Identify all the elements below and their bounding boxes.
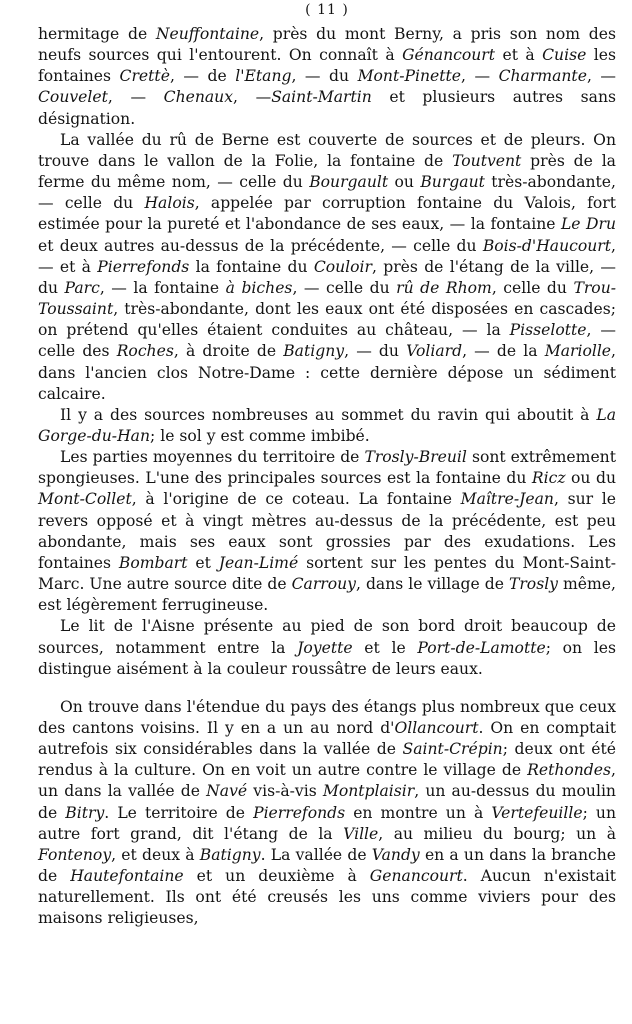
italic-text: La Gorge-du-Han — [38, 405, 616, 445]
text-run: la fontaine du — [189, 257, 314, 276]
italic-text: Le Dru — [560, 215, 616, 234]
italic-text: Saint-Martin — [271, 88, 372, 107]
text-run: Il y a des sources nombreuses au sommet du ravin qui aboutit à — [60, 405, 597, 424]
text-run: , — du — [291, 67, 358, 86]
text-run: et deux autres au-dessus de la précédente, — celle du — [38, 236, 483, 255]
italic-text: Genancourt — [369, 867, 463, 886]
italic-text: Vertefeuille — [491, 803, 583, 822]
text-run: , — du — [344, 342, 407, 361]
italic-text: rû de Rhom — [396, 278, 492, 297]
text-run: . Aucun n'existait naturellement. Ils ont été creusés les uns comme viviers pour des maisons religieuses, — [38, 867, 616, 928]
paragraph — [38, 697, 616, 930]
italic-text: à biches — [225, 278, 293, 297]
italic-text: Mariolle — [544, 342, 612, 361]
italic-text: Neuffontaine — [155, 25, 260, 43]
text-run: , au milieu du bourg; un à — [378, 824, 617, 843]
text-run: , près de l'étang de la ville, — du — [38, 257, 616, 297]
text-run: en montre un à — [345, 803, 492, 822]
italic-text: Jean-Limé — [218, 553, 299, 572]
italic-text: Bourgault — [309, 173, 389, 192]
italic-text: Bombart — [118, 553, 188, 572]
italic-text: Maître-Jean — [460, 490, 554, 509]
italic-text: Carrouy — [291, 575, 356, 594]
text-run: et le — [352, 638, 418, 657]
text-run: et un deuxième à — [183, 867, 370, 886]
text-run: Les parties moyennes du territoire de — [60, 448, 365, 467]
text-run: , sur le revers opposé et à vingt mètres au-dessus de la précédente, est peu abondante, mais ses eaux sont grossies par des exudations. Les fontaines — [38, 490, 616, 572]
italic-text: Trosly — [508, 575, 558, 594]
text-run: très-abondante, — celle du — [38, 173, 616, 213]
italic-text: Vandy — [371, 845, 420, 864]
text-run: , — — [461, 67, 499, 86]
italic-text: Montplaisir — [322, 782, 415, 801]
italic-text: Halois — [144, 194, 195, 213]
italic-text: Voliard — [406, 342, 463, 361]
text-run: et — [187, 553, 219, 572]
text-run: même, est légèrement ferrugineuse. — [38, 575, 616, 615]
text-run: sortent sur les pentes du Mont-Saint-Marc. Une autre source dite de — [38, 553, 616, 594]
text-run: ou — [388, 173, 421, 192]
italic-text: Pisselotte — [509, 321, 587, 340]
italic-text: Joyette — [297, 638, 353, 657]
text-run: . La vallée de — [260, 845, 372, 864]
paragraph — [38, 405, 616, 447]
text-run: , — — [107, 88, 164, 107]
text-run: La vallée du rû de Berne est couverte de sources et de pleurs. On trouve dans le vallon de la Folie, la fontaine de — [38, 130, 616, 170]
italic-text: Navé — [206, 782, 248, 801]
text-run: , dans le village de — [356, 575, 509, 594]
italic-text: Charmante — [498, 67, 587, 86]
text-run: ; un autre fort grand, dit l'étang de la — [38, 803, 617, 843]
text-run: et plusieurs autres sans désignation. — [38, 88, 616, 128]
italic-text: l'Etang — [235, 67, 292, 86]
italic-text: Ollancourt — [394, 719, 479, 737]
italic-text: Roches — [116, 342, 174, 361]
text-run: On trouve dans l'étendue du pays des étangs plus nombreux que ceux des cantons voisins. Il y en a un au nord d' — [38, 697, 616, 737]
italic-text: Génancourt — [402, 46, 496, 65]
text-run: , près du mont Berny, a pris son nom des neufs sources qui l'entourent. On connaît à — [38, 25, 616, 65]
italic-text: Couloir — [313, 257, 372, 276]
text-run: , celle du — [491, 278, 574, 297]
text-run: en a un dans la branche de — [38, 845, 617, 886]
text-run: les fontaines — [38, 46, 616, 86]
text-body — [38, 24, 616, 930]
text-run: ; deux ont été rendus à la culture. On en voit un autre contre le village de — [38, 740, 617, 780]
italic-text: Cuise — [542, 46, 587, 65]
italic-text: Burgaut — [420, 173, 485, 192]
italic-text: Crettè — [119, 67, 170, 86]
text-run: ou du — [565, 469, 616, 488]
text-run: , — celle des — [38, 321, 616, 361]
text-run: , à droite de — [173, 342, 284, 361]
italic-text: Ville — [343, 824, 379, 843]
text-run: . On en comptait autrefois six considérables dans la vallée de — [38, 719, 616, 759]
text-run: ; on les distingue aisément à la couleur roussâtre de leurs eaux. — [38, 638, 616, 678]
text-run: , — celle du — [292, 278, 397, 297]
text-run: près de la ferme du même nom, — celle du — [38, 151, 616, 192]
text-run: , — de — [169, 67, 236, 86]
text-run: Le lit de l'Aisne présente au pied de son bord droit beaucoup de sources, notamment entre la — [38, 617, 616, 657]
text-run: , — — [233, 88, 272, 107]
italic-text: Mont-Pinette — [357, 67, 462, 86]
italic-text: Toutvent — [452, 151, 522, 170]
text-run: , dans l'ancien clos Notre-Dame : cette dernière dépose un sédiment calcaire. — [38, 342, 616, 403]
text-run: , un dans la vallée de — [38, 761, 616, 801]
text-run: , très-abondante, dont les eaux ont été disposées en cascades; on prétend qu'elles étaient conduites au château, — la — [38, 300, 616, 340]
text-run: . Le territoire de — [104, 803, 254, 822]
italic-text: Batigny — [283, 342, 345, 361]
italic-text: Couvelet — [38, 88, 108, 107]
text-run: , un au-dessus du moulin de — [38, 782, 616, 822]
italic-text: Mont-Collet — [38, 490, 132, 509]
text-run: vis-à-vis — [247, 782, 323, 801]
italic-text: Fontenoy — [38, 845, 112, 864]
italic-text: Ricz — [531, 469, 566, 488]
italic-text: Hautefontaine — [70, 867, 184, 886]
italic-text: Trou-Toussaint — [38, 278, 617, 319]
text-run: , — — [586, 67, 616, 86]
italic-text: Batigny — [199, 845, 261, 864]
paragraph — [38, 130, 616, 405]
text-run: hermitage de — [38, 25, 156, 43]
italic-text: Rethondes — [527, 761, 612, 780]
text-run: , appelée par corruption fontaine du Valois, fort estimée pour la pureté et l'abondance de ses eaux, — la fontaine — [38, 194, 616, 234]
italic-text: Pierrefonds — [97, 257, 190, 276]
italic-text: Bois-d'Haucourt — [482, 236, 612, 255]
italic-text: Pierrefonds — [253, 803, 346, 822]
text-run: , à l'origine de ce coteau. La fontaine — [131, 490, 461, 509]
italic-text: Parc — [64, 278, 100, 297]
paragraph — [38, 447, 616, 616]
page-number: ( 11 ) — [305, 2, 349, 18]
paragraph — [38, 616, 616, 679]
text-run: sont extrêmement spongieuses. L'une des principales sources est la fontaine du — [38, 448, 616, 488]
italic-text: Trosly-Breuil — [364, 448, 467, 467]
text-run: , et deux à — [111, 845, 200, 864]
text-run: et à — [495, 46, 543, 65]
italic-text: Port-de-Lamotte — [417, 638, 546, 657]
text-run: , — de la — [462, 342, 545, 361]
italic-text: Bitry — [65, 803, 105, 822]
text-run: , — la fontaine — [99, 278, 226, 297]
italic-text: Chenaux — [163, 88, 234, 107]
text-run: , — et à — [38, 236, 616, 276]
paragraph — [38, 24, 616, 130]
text-run: ; le sol y est comme imbibé. — [150, 426, 370, 445]
italic-text: Saint-Crépin — [402, 740, 503, 759]
